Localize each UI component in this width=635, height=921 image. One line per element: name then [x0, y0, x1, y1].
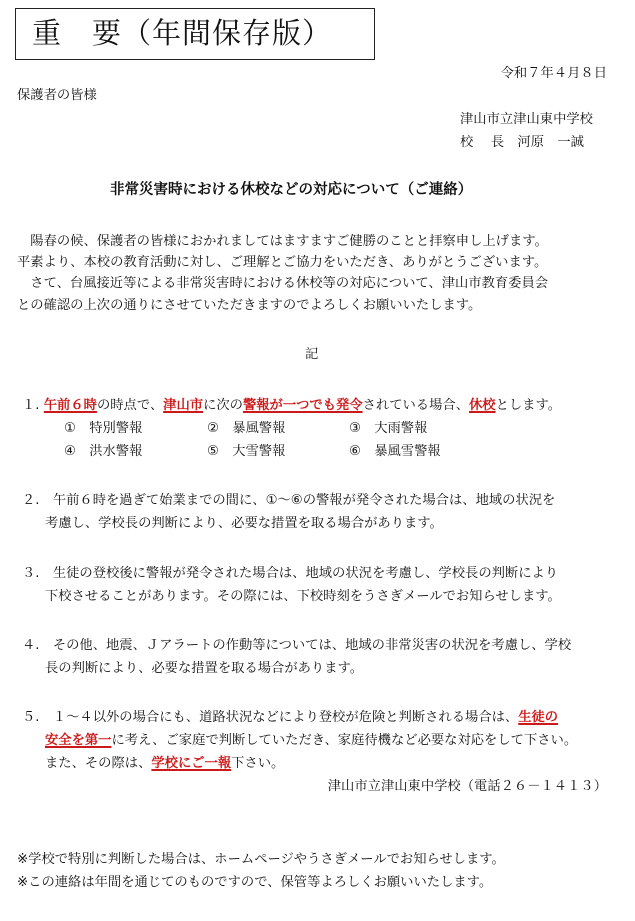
- warning-item: ② 暴風警報: [207, 421, 286, 436]
- item-5-emphasis-b: 安全を第一: [45, 733, 112, 748]
- item-4-line-2: 長の判断により、必要な措置を取る場合があります。: [45, 661, 364, 676]
- warning-item: ⑥ 暴風雪警報: [349, 444, 441, 459]
- warning-item: ⑤ 大雪警報: [207, 444, 286, 459]
- item-5-line-1: [22, 708, 558, 728]
- contact-line: 津山市立津山東中学校（電話２６－１４１３）: [327, 779, 607, 794]
- warning-item: ① 特別警報: [64, 421, 143, 436]
- title-box: 重 要（年間保存版）: [15, 8, 375, 60]
- document-heading: 非常災害時における休校などの対応について（ご連絡）: [110, 182, 473, 198]
- item-3-line-2: 下校させることがあります。その際には、下校時刻をうさぎメールでお知らせします。: [45, 589, 561, 604]
- item-1-text-b: に次の: [203, 398, 243, 413]
- item-1-number: １.: [22, 398, 40, 413]
- item-1-warning-condition: 警報が一つでも発令: [242, 398, 363, 413]
- item-5-text-b: に考え、ご家庭で判断していただき、家庭待機など必要な対応をして下さい。: [111, 733, 578, 748]
- ki-marker: 記: [305, 347, 319, 362]
- item-1-text-d: とします。: [495, 398, 562, 413]
- item-1-time: 午前６時: [43, 398, 97, 413]
- item-3-line-1: ３. 生徒の登校後に警報が発令された場合は、地域の状況を考慮し、学校長の判断により: [22, 566, 559, 581]
- item-5-text-c: また、その際は、: [45, 756, 152, 771]
- warning-item: ③ 大雨警報: [349, 421, 428, 436]
- item-2-line-1: ２. 午前６時を過ぎて始業までの間に、①～⑥の警報が発令された場合は、地域の状況を: [22, 493, 556, 508]
- item-5-emphasis-c: 学校にご一報: [151, 756, 232, 771]
- item-1: [22, 396, 561, 416]
- intro-line-2: 平素より、本校の教育活動に対し、ご理解とご協力をいただき、ありがとうございます。: [17, 255, 548, 270]
- item-1-text-c: されている場合、: [362, 398, 469, 413]
- note-1: ※学校で特別に判断した場合は、ホームページやうさぎメールでお知らせします。: [17, 852, 505, 867]
- item-5-line-2: [45, 731, 577, 751]
- intro-line-4: との確認の上次の通りにさせていただきますのでよろしくお願いいたします。: [17, 298, 482, 313]
- principal-name: 校 長 河原 一誠: [460, 135, 584, 150]
- intro-line-3: さて、台風接近等による非常災害時における休校等の対応について、津山市教育委員会: [17, 276, 549, 291]
- note-2: ※この連絡は年間を通じてのものですので、保管等よろしくお願いいたします。: [17, 875, 493, 890]
- date: 令和７年４月８日: [500, 66, 607, 81]
- item-5-text-d: 下さい。: [231, 756, 285, 771]
- item-2-line-2: 考慮し、学校長の判断により、必要な措置を取る場合があります。: [45, 516, 443, 531]
- item-4-line-1: ４. その他、地震、Ｊアラートの作動等については、地域の非常災害の状況を考慮し、学校: [22, 638, 572, 653]
- item-1-text-a: の時点で、: [96, 398, 164, 413]
- intro-line-1: 陽春の候、保護者の皆様におかれましてはますますご健勝のことと拝察申し上げます。: [17, 234, 548, 249]
- item-1-closure: 休校: [469, 398, 496, 413]
- item-5-line-3: [45, 754, 284, 774]
- item-5-emphasis-a: 生徒の: [518, 710, 559, 725]
- school-name: 津山市立津山東中学校: [460, 112, 593, 127]
- item-5-text-a: ５. １～４以外の場合にも、道路状況などにより登校が危険と判断される場合は、: [22, 710, 519, 725]
- recipient: 保護者の皆様: [17, 88, 97, 103]
- item-1-city: 津山市: [163, 398, 204, 413]
- warning-item: ④ 洪水警報: [64, 444, 143, 459]
